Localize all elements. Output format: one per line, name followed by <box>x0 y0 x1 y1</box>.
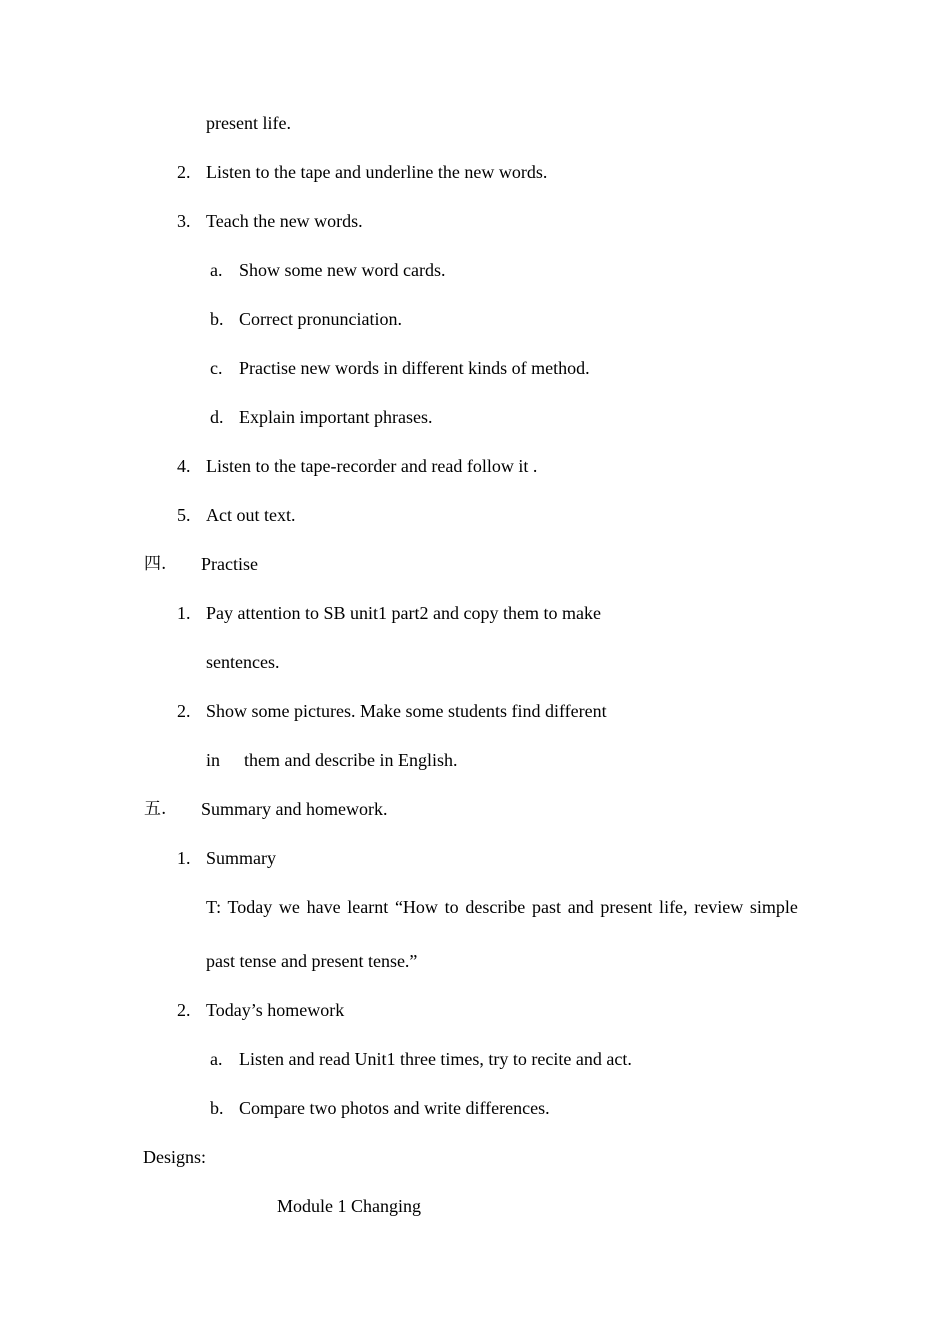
list-item-continuation: sentences. <box>206 652 280 672</box>
summary-text: past tense and present tense.” <box>206 951 418 971</box>
list-item: Show some pictures. Make some students find different <box>206 701 607 721</box>
section-number: 五. <box>144 799 167 819</box>
list-item: Teach the new words. <box>206 211 363 231</box>
list-number: 4. <box>177 456 191 476</box>
designs-heading: Designs: <box>143 1147 206 1167</box>
list-item: Pay attention to SB unit1 part2 and copy them to make <box>206 603 601 623</box>
module-title: Module 1 Changing <box>277 1196 421 1216</box>
list-item: Listen to the tape and underline the new words. <box>206 162 548 182</box>
summary-text: T: Today we have learnt “How to describe past and present life, review simple <box>206 897 798 917</box>
sub-list-item: Explain important phrases. <box>239 407 433 427</box>
list-letter: a. <box>210 260 223 280</box>
list-letter: a. <box>210 1049 223 1069</box>
sub-list-item: Compare two photos and write differences. <box>239 1098 550 1118</box>
section-heading: Practise <box>201 554 258 574</box>
list-letter: d. <box>210 407 224 427</box>
list-item: Today’s homework <box>206 1000 345 1020</box>
section-number: 四. <box>144 554 167 574</box>
list-item: Listen to the tape-recorder and read follow it . <box>206 456 538 476</box>
sub-list-item: Show some new word cards. <box>239 260 446 280</box>
list-item: Act out text. <box>206 505 296 525</box>
sub-list-item: Listen and read Unit1 three times, try to recite and act. <box>239 1049 632 1069</box>
list-number: 3. <box>177 211 191 231</box>
list-number: 2. <box>177 162 191 182</box>
list-number: 5. <box>177 505 191 525</box>
list-letter: b. <box>210 1098 224 1118</box>
text-line: present life. <box>206 113 291 133</box>
list-number: 2. <box>177 701 191 721</box>
sub-list-item: Practise new words in different kinds of method. <box>239 358 590 378</box>
sub-list-item: Correct pronunciation. <box>239 309 402 329</box>
list-item-continuation: them and describe in English. <box>244 750 458 770</box>
list-number: 1. <box>177 603 191 623</box>
list-number: 2. <box>177 1000 191 1020</box>
list-letter: c. <box>210 358 223 378</box>
section-heading: Summary and homework. <box>201 799 388 819</box>
list-item: Summary <box>206 848 276 868</box>
list-letter: b. <box>210 309 224 329</box>
list-item-continuation: in <box>206 750 221 770</box>
list-number: 1. <box>177 848 191 868</box>
